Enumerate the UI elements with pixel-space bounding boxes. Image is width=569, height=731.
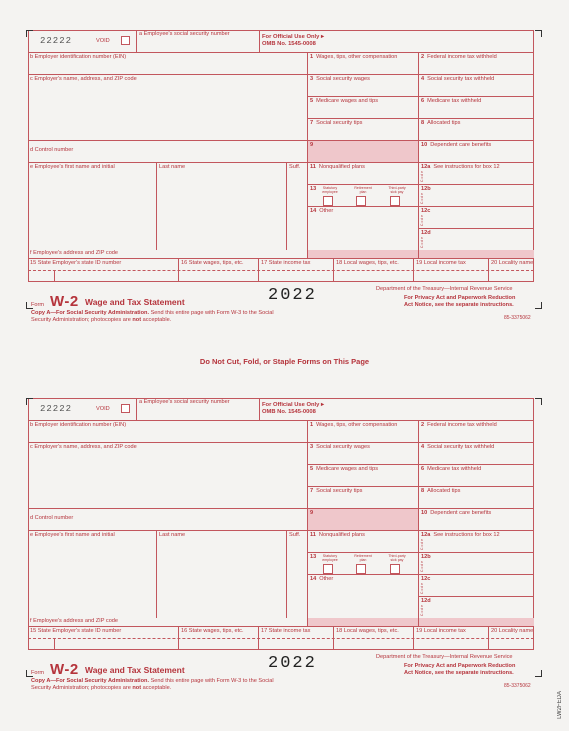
employee-address-label: f Employee's address and ZIP code	[30, 250, 119, 256]
corner-mark	[535, 398, 542, 405]
control-number-label: d Control number	[30, 147, 74, 153]
employee-first-name-field[interactable]	[28, 162, 156, 250]
box4-field[interactable]: 4 Social security tax withheld	[418, 74, 534, 96]
control-number-label: d Control number	[30, 515, 74, 521]
box8-label: Allocated tips	[427, 120, 461, 126]
control-number-field[interactable]	[28, 140, 307, 162]
ein-label: b Employer identification number (EIN)	[30, 54, 127, 60]
box2-label: Federal income tax withheld	[427, 422, 497, 428]
box6-label: Medicare tax withheld	[427, 98, 482, 104]
box2-field[interactable]: 2 Federal income tax withheld	[418, 420, 534, 442]
box5-label: Medicare wages and tips	[316, 466, 379, 472]
omb-number: OMB No. 1545-0008	[262, 408, 316, 415]
box16-label: 16 State wages, tips, etc.	[181, 260, 244, 266]
sickpay-label: Third-party sick pay	[388, 186, 406, 194]
box12b-field[interactable]: 12b C o d e	[418, 184, 534, 206]
official-use-label: For Official Use Only ▸	[262, 402, 324, 408]
box3-field[interactable]: 3 Social security wages	[307, 442, 418, 464]
retirement-checkbox[interactable]	[356, 564, 366, 574]
employer-name-field[interactable]	[28, 74, 307, 140]
statutory-checkbox[interactable]	[323, 196, 333, 206]
department-label: Department of the Treasury—Internal Revenue Service	[376, 286, 513, 292]
sickpay-label: Third-party sick pay	[388, 554, 406, 562]
official-use-box	[259, 30, 534, 52]
box8-field[interactable]: 8 Allocated tips	[418, 486, 534, 508]
box11-label: Nonqualified plans	[318, 532, 365, 538]
box19-label: 19 Local income tax	[416, 260, 466, 266]
box6-field[interactable]: 6 Medicare tax withheld	[418, 96, 534, 118]
box12d-field[interactable]: 12d C o d e	[418, 596, 534, 618]
retirement-checkbox[interactable]	[356, 196, 366, 206]
official-use-box	[259, 398, 534, 420]
box12a-label: See instructions for box 12	[433, 164, 500, 170]
form-code: 22222	[40, 404, 73, 414]
form-code: 22222	[40, 36, 73, 46]
form-number: W-2	[50, 661, 79, 678]
suffix-label: Suff.	[289, 532, 301, 538]
sickpay-checkbox[interactable]	[390, 196, 400, 206]
form-title: Wage and Tax Statement	[85, 297, 185, 307]
box9-field	[307, 508, 418, 530]
state-divider	[54, 638, 55, 650]
state-row-divider	[28, 638, 534, 639]
box3-label: Social security wages	[316, 76, 370, 82]
box12c-label: 12c	[421, 576, 431, 582]
box2-label: Federal income tax withheld	[427, 54, 497, 60]
box11-label: Nonqualified plans	[318, 164, 365, 170]
box9-label: 9	[310, 142, 314, 148]
box4-field[interactable]: 4 Social security tax withheld	[418, 442, 534, 464]
corner-mark	[535, 30, 542, 37]
box7-label: Social security tips	[316, 488, 363, 494]
state-divider	[54, 270, 55, 282]
employee-last-name-field[interactable]	[156, 162, 286, 250]
employee-address-field[interactable]	[28, 250, 307, 258]
void-box	[28, 398, 136, 420]
ein-field[interactable]	[28, 52, 307, 74]
catalog-number: 85-3375062	[504, 315, 531, 321]
box6-field[interactable]: 6 Medicare tax withheld	[418, 464, 534, 486]
box12-shade	[418, 618, 534, 626]
form-footer	[28, 652, 534, 692]
box3-label: Social security wages	[316, 444, 370, 450]
void-checkbox[interactable]	[121, 404, 130, 413]
box10-label: Dependent care benefits	[430, 510, 492, 516]
box5-field[interactable]: 5 Medicare wages and tips	[307, 464, 418, 486]
official-use-label: For Official Use Only ▸	[262, 34, 324, 40]
ein-field[interactable]	[28, 420, 307, 442]
form-word: Form	[31, 670, 45, 676]
last-name-label: Last name	[159, 532, 186, 538]
box9-label: 9	[310, 510, 314, 516]
employee-address-label: f Employee's address and ZIP code	[30, 618, 119, 624]
employee-first-name-label: e Employee's first name and initial	[30, 164, 115, 170]
box18-label: 18 Local wages, tips, etc.	[336, 628, 399, 634]
sickpay-checkbox[interactable]	[390, 564, 400, 574]
box12d-label: 12d	[421, 230, 431, 236]
void-box	[28, 30, 136, 52]
box10-field[interactable]: 10 Dependent care benefits	[418, 508, 534, 530]
box15-label: 15 State Employer's state ID number	[30, 260, 122, 266]
box12c-label: 12c	[421, 208, 431, 214]
box11-field[interactable]: 11 Nonqualified plans	[307, 162, 418, 184]
copy-instructions: Copy A—For Social Security Administration. Send this entire page with Form W-3 to the Social Security Administration; photocopies are not acceptable.	[31, 678, 274, 692]
box12b-label: 12b	[421, 554, 431, 560]
box14-field[interactable]: 14 Other	[307, 574, 418, 618]
ssn-field[interactable]	[136, 398, 259, 420]
ein-label: b Employer identification number (EIN)	[30, 422, 127, 428]
box10-field[interactable]: 10 Dependent care benefits	[418, 140, 534, 162]
box4-label: Social security tax withheld	[427, 444, 495, 450]
box12c-field[interactable]: 12c C o d e	[418, 206, 534, 228]
suffix-field[interactable]	[286, 530, 307, 618]
retirement-label: Retirement plan	[354, 554, 372, 562]
box19-label: 19 Local income tax	[416, 628, 466, 634]
handling-notice: Do Not Cut, Fold, or Staple Forms on This Page	[199, 357, 370, 366]
box1-label: Wages, tips, other compensation	[316, 422, 398, 428]
box10-label: Dependent care benefits	[430, 142, 492, 148]
employer-name-label: c Employer's name, address, and ZIP code	[30, 76, 137, 82]
box7-field[interactable]: 7 Social security tips	[307, 118, 418, 140]
form-number: W-2	[50, 293, 79, 310]
form-footer	[28, 284, 534, 324]
void-label: VOID	[96, 38, 110, 44]
box2-field[interactable]: 2 Federal income tax withheld	[418, 52, 534, 74]
corner-mark	[26, 398, 33, 405]
box17-label: 17 State income tax	[261, 628, 311, 634]
retirement-label: Retirement plan	[354, 186, 372, 194]
box12c-field[interactable]: 12c C o d e	[418, 574, 534, 596]
box8-field[interactable]: 8 Allocated tips	[418, 118, 534, 140]
box1-label: Wages, tips, other compensation	[316, 54, 398, 60]
employee-last-name-field[interactable]	[156, 530, 286, 618]
box14-shade	[307, 618, 418, 626]
department-label: Department of the Treasury—Internal Revenue Service	[376, 654, 513, 660]
code-side-label: C o d e	[420, 171, 424, 182]
box1-field[interactable]: 1 Wages, tips, other compensation	[307, 52, 418, 74]
box7-field[interactable]: 7 Social security tips	[307, 486, 418, 508]
box12d-label: 12d	[421, 598, 431, 604]
box14-field[interactable]: 14 Other	[307, 206, 418, 250]
box13-field: 13 Statutory employee Retirement plan Third-party sick pay	[307, 184, 418, 206]
employee-address-field[interactable]	[28, 618, 307, 626]
box14-label: Other	[319, 576, 334, 582]
box12a-field[interactable]: 12a See instructions for box 12 C o d e	[418, 530, 534, 552]
box12a-field[interactable]: 12a See instructions for box 12 C o d e	[418, 162, 534, 184]
tax-year: 2022	[268, 654, 317, 673]
statutory-label: Statutory employee	[322, 186, 338, 194]
box1-field[interactable]: 1 Wages, tips, other compensation	[307, 420, 418, 442]
statutory-checkbox[interactable]	[323, 564, 333, 574]
form-word: Form	[31, 302, 45, 308]
void-label: VOID	[96, 406, 110, 412]
box14-shade	[307, 250, 418, 258]
box16-label: 16 State wages, tips, etc.	[181, 628, 244, 634]
form-title: Wage and Tax Statement	[85, 665, 185, 675]
box13-field: 13 Statutory employee Retirement plan Third-party sick pay	[307, 552, 418, 574]
state-row-divider	[28, 270, 534, 271]
box14-label: Other	[319, 208, 334, 214]
box11-field[interactable]: 11 Nonqualified plans	[307, 530, 418, 552]
box20-label: 20 Locality name	[491, 628, 534, 634]
box12d-field[interactable]: 12d C o d e	[418, 228, 534, 250]
box12-shade	[418, 250, 534, 258]
box12b-label: 12b	[421, 186, 431, 192]
corner-mark	[26, 302, 33, 309]
box5-label: Medicare wages and tips	[316, 98, 379, 104]
box17-label: 17 State income tax	[261, 260, 311, 266]
suffix-field[interactable]	[286, 162, 307, 250]
ssn-label: a Employee's social security number	[139, 31, 230, 37]
employee-first-name-label: e Employee's first name and initial	[30, 532, 115, 538]
box18-label: 18 Local wages, tips, etc.	[336, 260, 399, 266]
box7-label: Social security tips	[316, 120, 363, 126]
corner-mark	[535, 670, 542, 677]
corner-mark	[535, 302, 542, 309]
box15-label: 15 State Employer's state ID number	[30, 628, 122, 634]
void-checkbox[interactable]	[121, 36, 130, 45]
box20-label: 20 Locality name	[491, 260, 534, 266]
last-name-label: Last name	[159, 164, 186, 170]
ssn-label: a Employee's social security number	[139, 399, 230, 405]
privacy-notice: For Privacy Act and Paperwork Reduction Act Notice, see the separate instructions.	[404, 295, 516, 309]
box4-label: Social security tax withheld	[427, 76, 495, 82]
box6-label: Medicare tax withheld	[427, 466, 482, 472]
box8-label: Allocated tips	[427, 488, 461, 494]
statutory-label: Statutory employee	[322, 554, 338, 562]
box5-field[interactable]: 5 Medicare wages and tips	[307, 96, 418, 118]
box12b-field[interactable]: 12b C o d e	[418, 552, 534, 574]
copy-instructions: Copy A—For Social Security Administration. Send this entire page with Form W-3 to the Social Security Administration; photocopies are not acceptable.	[31, 310, 274, 324]
tax-year: 2022	[268, 286, 317, 305]
ssn-field[interactable]	[136, 30, 259, 52]
edge-code: LW2FEDA	[557, 691, 563, 719]
suffix-label: Suff.	[289, 164, 301, 170]
box3-field[interactable]: 3 Social security wages	[307, 74, 418, 96]
control-number-field[interactable]	[28, 508, 307, 530]
corner-mark	[26, 30, 33, 37]
code-side-label: C o d e	[420, 539, 424, 550]
corner-mark	[26, 670, 33, 677]
box9-field	[307, 140, 418, 162]
privacy-notice: For Privacy Act and Paperwork Reduction Act Notice, see the separate instructions.	[404, 663, 516, 677]
omb-number: OMB No. 1545-0008	[262, 40, 316, 47]
catalog-number: 85-3375062	[504, 683, 531, 689]
employer-name-label: c Employer's name, address, and ZIP code	[30, 444, 137, 450]
employee-first-name-field[interactable]	[28, 530, 156, 618]
employer-name-field[interactable]	[28, 442, 307, 508]
box12a-label: See instructions for box 12	[433, 532, 500, 538]
